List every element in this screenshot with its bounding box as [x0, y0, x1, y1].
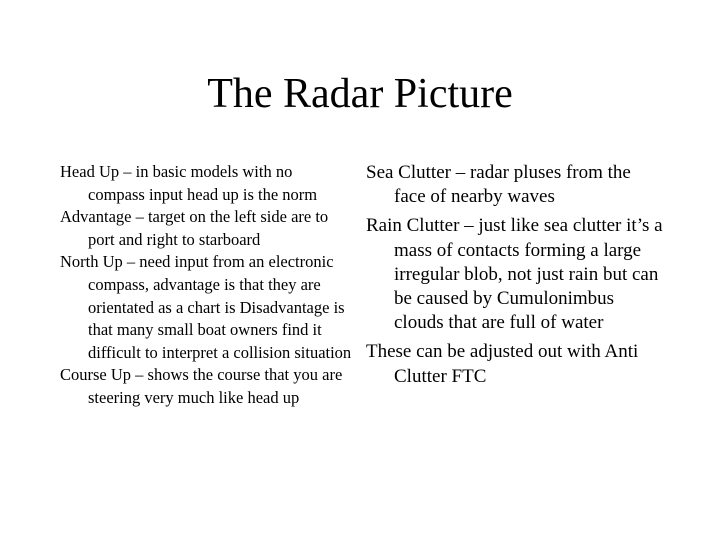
bullet-course-up: Course Up – shows the course that you are steering very much like head up	[60, 365, 343, 407]
bullet-anti-clutter: These can be adjusted out with Anti Clutter FTC	[366, 341, 639, 387]
bullet-sea-clutter: Sea Clutter – radar pluses from the face of nearby waves	[366, 162, 631, 208]
right-column-bullets	[366, 161, 666, 394]
bullet-head-up: Head Up – in basic models with no compass input head up is the norm	[60, 162, 318, 204]
bullet-north-up: North Up – need input from an electronic compass, advantage is that they are orientated as a chart is Disadvantage is that many small boat owners find it difficult to interpret a collision situation	[60, 252, 352, 362]
bullet-head-up-advantage: Advantage – target on the left side are to port and right to starboard	[60, 207, 329, 249]
slide-title: The Radar Picture	[207, 71, 513, 117]
left-column-bullets	[60, 161, 352, 410]
bullet-rain-clutter: Rain Clutter – just like sea clutter it’s a mass of contacts forming a large irregular blob, not just rain but can be caused by Cumulonimbus clouds that are full of water	[366, 215, 663, 334]
